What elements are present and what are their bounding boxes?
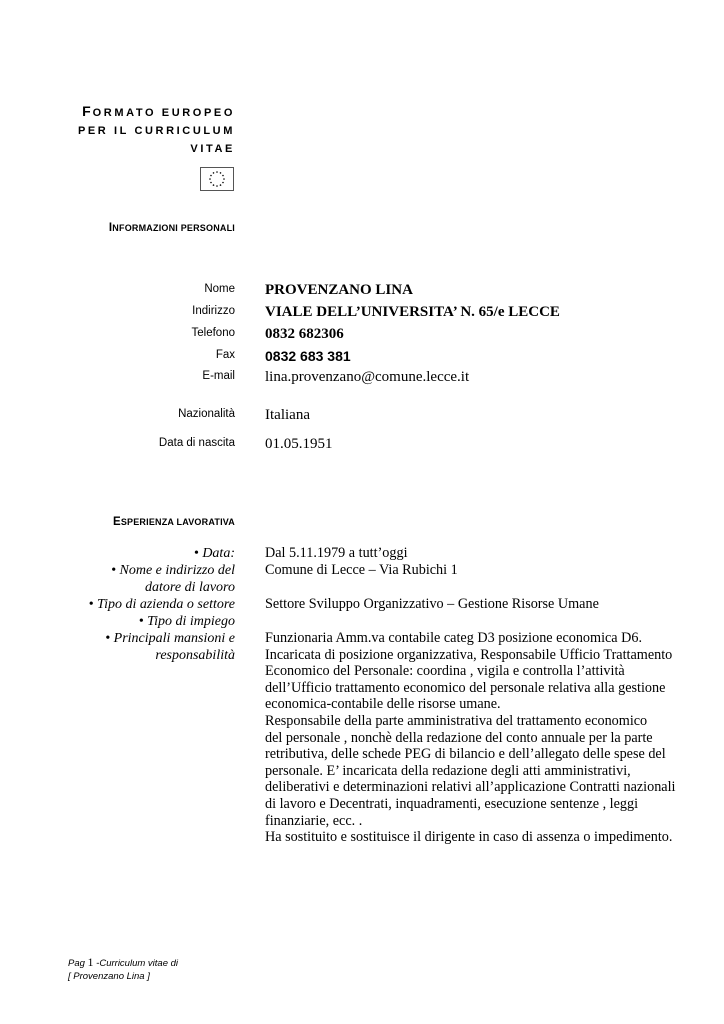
duties-line: Economico del Personale: coordina , vigila e controlla l’attività xyxy=(265,663,625,680)
duties-line: deliberativi e determinazioni relativi all’applicazione Contratti nazionali xyxy=(265,779,676,796)
sector-label: • Tipo di azienda o settore xyxy=(88,597,235,612)
duties-label xyxy=(105,630,235,664)
employer-label-line2: datore di lavoro xyxy=(145,580,235,595)
personal-info-heading: INFORMAZIONI PERSONALI xyxy=(108,222,235,234)
birth-date-label: Data di nascita xyxy=(158,437,235,449)
cv-format-title-line3: VITAE xyxy=(190,143,235,155)
duties-description xyxy=(265,630,675,846)
nationality-label: Nazionalità xyxy=(178,408,235,420)
duties-line: Ha sostituito e sostituisce il dirigente in caso di assenza o impedimento. xyxy=(265,829,673,846)
duties-label-line1: • Principali mansioni e xyxy=(105,631,235,646)
nationality-value: Italiana xyxy=(265,407,310,423)
duties-line: retributiva, delle schede PEG di bilancio e dell’allegato delle spese del xyxy=(265,746,666,763)
duties-line: Responsabile della parte amministrativa del trattamento economico xyxy=(265,712,648,729)
email-label: E-mail xyxy=(202,370,235,382)
email-value: lina.provenzano@comune.lecce.it xyxy=(265,369,470,385)
employer-label-line1: • Nome e indirizzo del xyxy=(111,563,235,578)
sector-value: Settore Sviluppo Organizzativo – Gestione Risorse Umane xyxy=(265,596,599,612)
name-label: Nome xyxy=(204,283,235,295)
fax-label: Fax xyxy=(215,349,235,361)
duties-line: personale. E’ incaricata della redazione degli atti amministrativi, xyxy=(265,762,631,779)
address-value: VIALE DELL’UNIVERSITA’ N. 65/e LECCE xyxy=(265,304,560,320)
duties-line: del personale , nonchè della redazione del conto annuale per la parte xyxy=(265,729,653,746)
date-label: • Data: xyxy=(193,546,235,561)
date-value: Dal 5.11.1979 a tutt’oggi xyxy=(265,545,408,561)
duties-label-line2: responsabilità xyxy=(155,648,235,663)
duties-line: Funzionaria Amm.va contabile categ D3 posizione economica D6. xyxy=(265,630,643,646)
phone-label: Telefono xyxy=(191,327,235,339)
page-number: 1 xyxy=(87,955,94,969)
cv-format-title-line2: PER IL CURRICULUM xyxy=(77,125,235,137)
footer-line2: [ Provenzano Lina ] xyxy=(68,971,150,982)
duties-line: economica-contabile delle risorse umane. xyxy=(265,696,501,713)
work-experience-heading: ESPERIENZA LAVORATIVA xyxy=(112,516,235,528)
cv-format-title xyxy=(78,102,235,158)
footer-line1: Pag 1 -Curriculum vitae di xyxy=(68,955,179,969)
duties-line: dell’Ufficio trattamento economico del personale relativa alla gestione xyxy=(265,679,666,696)
duties-line: finanziarie, ecc. . xyxy=(265,812,363,829)
employer-label xyxy=(111,562,235,596)
birth-date-value: 01.05.1951 xyxy=(265,436,333,452)
eu-flag-icon xyxy=(200,167,234,191)
name-value: PROVENZANO LINA xyxy=(265,282,413,298)
job-type-label: • Tipo di impiego xyxy=(138,614,235,629)
address-label: Indirizzo xyxy=(192,305,235,317)
fax-value: 0832 683 381 xyxy=(265,348,351,364)
duties-line: di lavoro e Decentrati, inquadramenti, esecuzione sentenze , leggi xyxy=(265,795,639,812)
phone-value: 0832 682306 xyxy=(265,326,344,342)
duties-line: Incaricata di posizione organizzativa, Responsabile Ufficio Trattamento xyxy=(265,646,673,663)
employer-value: Comune di Lecce – Via Rubichi 1 xyxy=(265,562,458,578)
cv-format-title-line1: FORMATO EUROPEO xyxy=(82,103,235,119)
page-footer xyxy=(68,956,178,983)
